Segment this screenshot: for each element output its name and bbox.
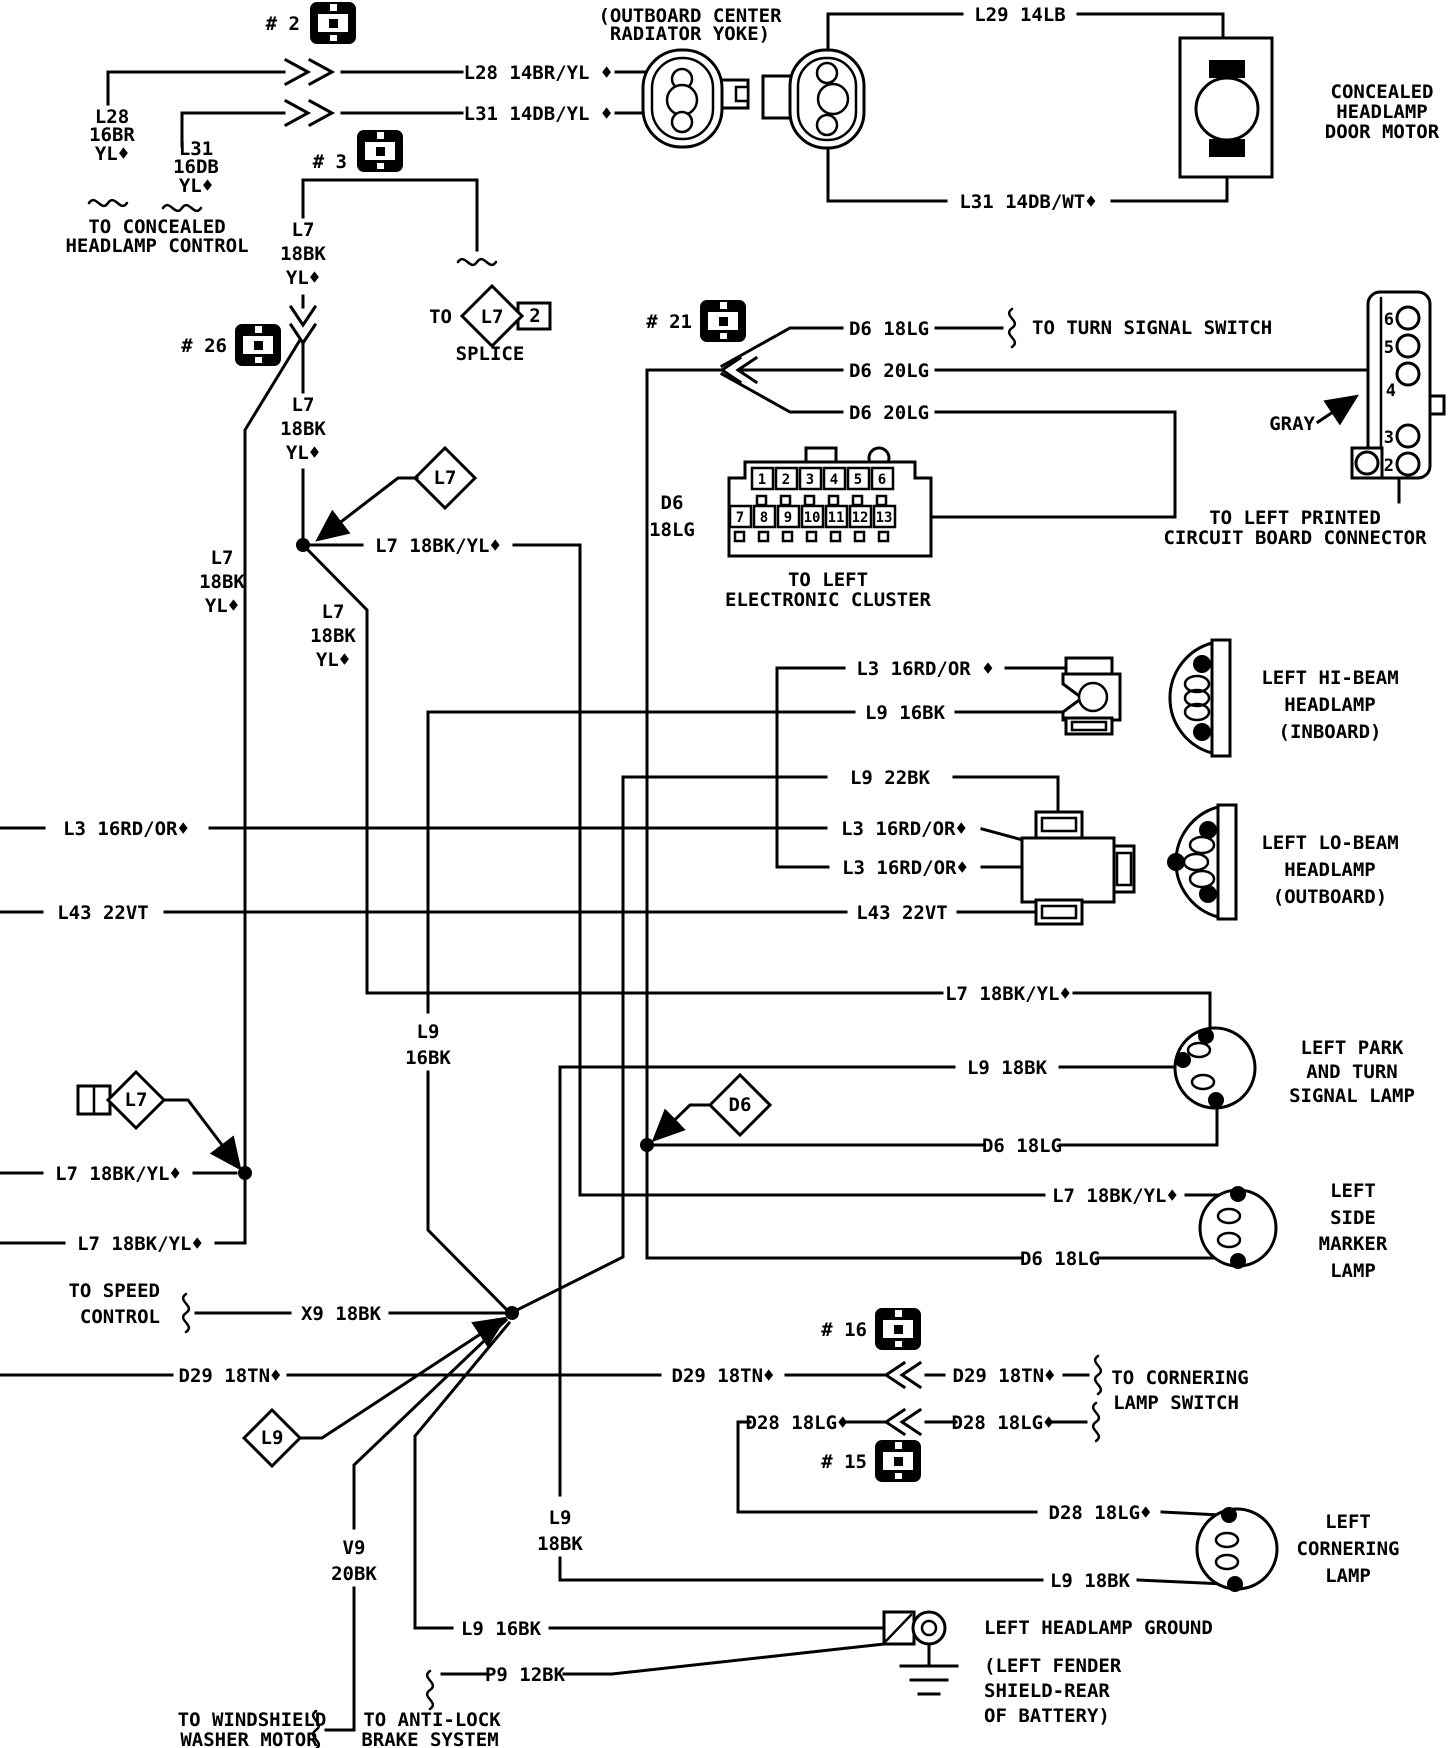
wire-label-l43-left: L43 22VT — [57, 902, 149, 924]
park-caption-2: AND TURN — [1306, 1061, 1398, 1083]
marker-caption-4: LAMP — [1330, 1260, 1376, 1282]
connector-16-label: # 16 — [821, 1319, 867, 1341]
wire-label-l7-color: YL♦ — [204, 595, 240, 617]
connector-26-label: # 26 — [181, 335, 227, 357]
wire-label-l9-ground: L9 16BK — [460, 1618, 542, 1640]
splice-number: 2 — [529, 305, 541, 327]
note-yoke-1: (OUTBOARD CENTER — [598, 5, 782, 27]
wire-label-d6: D6 — [660, 492, 684, 514]
pin-13: 13 — [875, 510, 893, 526]
pin-8: 8 — [759, 510, 769, 526]
wire-label-d28-right: D28 18LG♦ — [951, 1412, 1055, 1434]
wire-label-l31-wt: L31 14DB/WT♦ — [959, 191, 1097, 213]
pointer-circuit-l9: L9 — [260, 1427, 284, 1449]
wire-label-l3-left: L3 16RD/OR♦ — [63, 818, 189, 840]
concealed-headlamp-door-motor — [1180, 38, 1272, 177]
pointer-circuit-d6: D6 — [728, 1094, 752, 1116]
cluster-caption-1: TO LEFT — [787, 569, 869, 591]
pin-1: 1 — [757, 472, 767, 488]
note-windshield-1: TO WINDSHIELD — [177, 1709, 327, 1731]
note-concealed-control-2: HEADLAMP CONTROL — [65, 235, 249, 257]
wire-label-l3-mid: L3 16RD/OR♦ — [841, 818, 967, 840]
ground-caption: LEFT HEADLAMP GROUND — [984, 1617, 1213, 1639]
wire-label-d29-left: D29 18TN♦ — [178, 1365, 282, 1387]
wire-label-p9: P9 12BK — [484, 1664, 566, 1686]
hi-beam-caption-1: LEFT HI-BEAM — [1261, 667, 1399, 689]
cornering-lamp — [1197, 1507, 1277, 1592]
wire-label-l7-color: YL♦ — [285, 267, 321, 289]
pin-2: 2 — [781, 472, 791, 488]
note-cornering-switch-1: TO CORNERING — [1111, 1367, 1249, 1389]
note-windshield-2: WASHER MOTOR — [180, 1729, 318, 1748]
wire-label-d29-right: D29 18TN♦ — [952, 1365, 1056, 1387]
wire-label-l9: L9 — [416, 1021, 440, 1043]
wire-label-v9: V9 — [342, 1537, 366, 1559]
inline-connector-icon — [700, 300, 746, 342]
note-abs-2: BRAKE SYSTEM — [361, 1729, 499, 1748]
note-speed-1: TO SPEED — [68, 1280, 160, 1302]
park-caption-1: LEFT PARK — [1300, 1037, 1404, 1059]
wire-label-l7: L7 — [291, 394, 315, 416]
wire-label-l9-18bk: L9 18BK — [966, 1057, 1048, 1079]
splice-circuit: L7 — [480, 306, 504, 328]
wire-label-l7-exit: L7 18BK/YL♦ — [77, 1233, 203, 1255]
pointer-circuit-l7: L7 — [124, 1089, 148, 1111]
pin-11: 11 — [827, 510, 845, 526]
wire-label-l28: L28 — [94, 106, 130, 128]
wire-label-l7-gauge: 18BK — [310, 625, 356, 647]
pin-9: 9 — [783, 510, 793, 526]
wire-label-l9-cornering: L9 18BK — [1049, 1570, 1131, 1592]
pin-4: 4 — [829, 472, 839, 488]
inline-connector-icon — [875, 1308, 921, 1350]
wire-label-l7: L7 — [321, 601, 345, 623]
wire-label-d6-18lg: D6 18LG — [848, 318, 930, 340]
lo-beam-caption-1: LEFT LO-BEAM — [1261, 832, 1399, 854]
wire-label-x9: X9 18BK — [300, 1303, 382, 1325]
inline-connector-icon — [875, 1440, 921, 1482]
gray-pin-5: 5 — [1383, 338, 1394, 358]
wire-label-l7-gauge: 18BK — [280, 243, 326, 265]
splice-to-label: TO — [429, 306, 452, 328]
wire-label-l31-color: YL♦ — [178, 175, 214, 197]
wire-label-l7-color: YL♦ — [315, 649, 351, 671]
cornering-caption-3: LAMP — [1325, 1565, 1371, 1587]
wire-label-l7-marker: L7 18BK/YL♦ — [1052, 1185, 1178, 1207]
pin-3: 3 — [805, 472, 815, 488]
pointer-circuit-l7: L7 — [433, 467, 457, 489]
wire-label-l9-gauge: 16BK — [405, 1047, 451, 1069]
gray-pin-4: 4 — [1385, 381, 1396, 401]
park-caption-3: SIGNAL LAMP — [1289, 1085, 1415, 1107]
note-abs-1: TO ANTI-LOCK — [363, 1709, 501, 1731]
wire-label-l7-bkyl: L7 18BK/YL♦ — [375, 535, 501, 557]
pcb-caption-2: CIRCUIT BOARD CONNECTOR — [1163, 527, 1427, 549]
note-turn-signal-switch: TO TURN SIGNAL SWITCH — [1032, 317, 1273, 339]
connector-2-label: # 2 — [265, 13, 300, 35]
wire-label-l3-hi: L3 16RD/OR ♦ — [856, 658, 994, 680]
lo-beam-caption-2: HEADLAMP — [1284, 859, 1376, 881]
marker-caption-1: LEFT — [1330, 1180, 1376, 1202]
pin-6: 6 — [877, 472, 887, 488]
wire-label-l9-22bk: L9 22BK — [849, 767, 931, 789]
pin-12: 12 — [851, 510, 869, 526]
wire-label-l31-feed: L31 14DB/YL ♦ — [463, 103, 613, 125]
note-concealed-control-1: TO CONCEALED — [88, 216, 226, 238]
inline-connector-icon — [235, 324, 281, 366]
gray-label: GRAY — [1269, 413, 1315, 435]
wire-label-d6-marker: D6 18LG — [1019, 1248, 1101, 1270]
wire-label-l31: L31 — [178, 138, 214, 160]
cluster-pin-stubs-bottom — [735, 532, 888, 541]
gray-pin-6: 6 — [1383, 310, 1394, 330]
cornering-caption-1: LEFT — [1325, 1511, 1371, 1533]
splice-caption: SPLICE — [455, 343, 525, 365]
wire-label-l29: L29 14LB — [974, 4, 1066, 26]
wire-label-l7-color: YL♦ — [285, 442, 321, 464]
wire-label-v9-gauge: 20BK — [331, 1563, 377, 1585]
lo-beam-caption-3: (OUTBOARD) — [1272, 886, 1388, 908]
wire-label-l7-exit: L7 18BK/YL♦ — [55, 1163, 181, 1185]
wire-label-l7-gauge: 18BK — [280, 418, 326, 440]
cluster-caption-2: ELECTRONIC CLUSTER — [725, 589, 931, 611]
cornering-caption-2: CORNERING — [1296, 1538, 1400, 1560]
pin-5: 5 — [853, 472, 863, 488]
motor-caption-1: CONCEALED — [1330, 81, 1434, 103]
gray-pin-2: 2 — [1383, 456, 1394, 476]
wire-label-l7: L7 — [291, 219, 315, 241]
fender-note-3: OF BATTERY) — [984, 1705, 1110, 1727]
inline-connector-icon — [357, 130, 403, 172]
wire-label-d28-left: D28 18LG♦ — [745, 1412, 849, 1434]
marker-caption-3: MARKER — [1318, 1233, 1388, 1255]
wire-label-d6-20lg: D6 20LG — [848, 360, 930, 382]
gray-pin-3: 3 — [1383, 428, 1394, 448]
note-yoke-2: RADIATOR YOKE) — [609, 23, 771, 45]
connector-21-label: # 21 — [646, 311, 692, 333]
wire-label-l28-color: YL♦ — [94, 143, 130, 165]
wire-label-l7: L7 — [210, 547, 234, 569]
inline-connector-icon — [310, 2, 356, 44]
wire-label-l43-mid: L43 22VT — [856, 902, 948, 924]
park-turn-lamp — [1175, 1028, 1255, 1108]
wire-label-l31-gauge: 16DB — [173, 156, 219, 178]
connector-3-label: # 3 — [312, 151, 347, 173]
wire-label-d6-gauge: 18LG — [649, 519, 695, 541]
wire-label-d29-mid: D29 18TN♦ — [671, 1365, 775, 1387]
cluster-pins-bottom — [730, 506, 895, 527]
wire-label-l28-feed: L28 14BR/YL ♦ — [463, 62, 613, 84]
pin-7: 7 — [735, 510, 745, 526]
connector-15-label: # 15 — [821, 1451, 867, 1473]
marker-caption-2: SIDE — [1330, 1207, 1376, 1229]
fender-note-2: SHIELD-REAR — [984, 1680, 1110, 1702]
motor-caption-3: DOOR MOTOR — [1324, 121, 1440, 143]
wire-label-d28-lamp: D28 18LG♦ — [1048, 1502, 1152, 1524]
motor-caption-2: HEADLAMP — [1336, 101, 1428, 123]
note-speed-2: CONTROL — [79, 1306, 160, 1328]
hi-beam-caption-2: HEADLAMP — [1284, 694, 1376, 716]
cluster-connector — [729, 448, 931, 556]
wire-label-l9-gauge: 18BK — [537, 1533, 583, 1555]
note-cornering-switch-2: LAMP SWITCH — [1113, 1392, 1239, 1414]
pcb-caption-1: TO LEFT PRINTED — [1209, 507, 1381, 529]
hi-beam-caption-3: (INBOARD) — [1278, 721, 1382, 743]
wire-label-d6-20lg: D6 20LG — [848, 402, 930, 424]
wire-label-l7-park: L7 18BK/YL♦ — [945, 983, 1071, 1005]
wire-label-l7-gauge: 18BK — [199, 571, 245, 593]
wire-label-l9-16bk: L9 16BK — [864, 702, 946, 724]
fender-note-1: (LEFT FENDER — [984, 1655, 1122, 1677]
pin-10: 10 — [803, 510, 821, 526]
wire-label-l28-gauge: 16BR — [89, 124, 135, 146]
wire-label-d6-park: D6 18LG — [981, 1135, 1063, 1157]
wire-label-l3-lo: L3 16RD/OR♦ — [842, 857, 968, 879]
wire-label-l9: L9 — [548, 1507, 572, 1529]
